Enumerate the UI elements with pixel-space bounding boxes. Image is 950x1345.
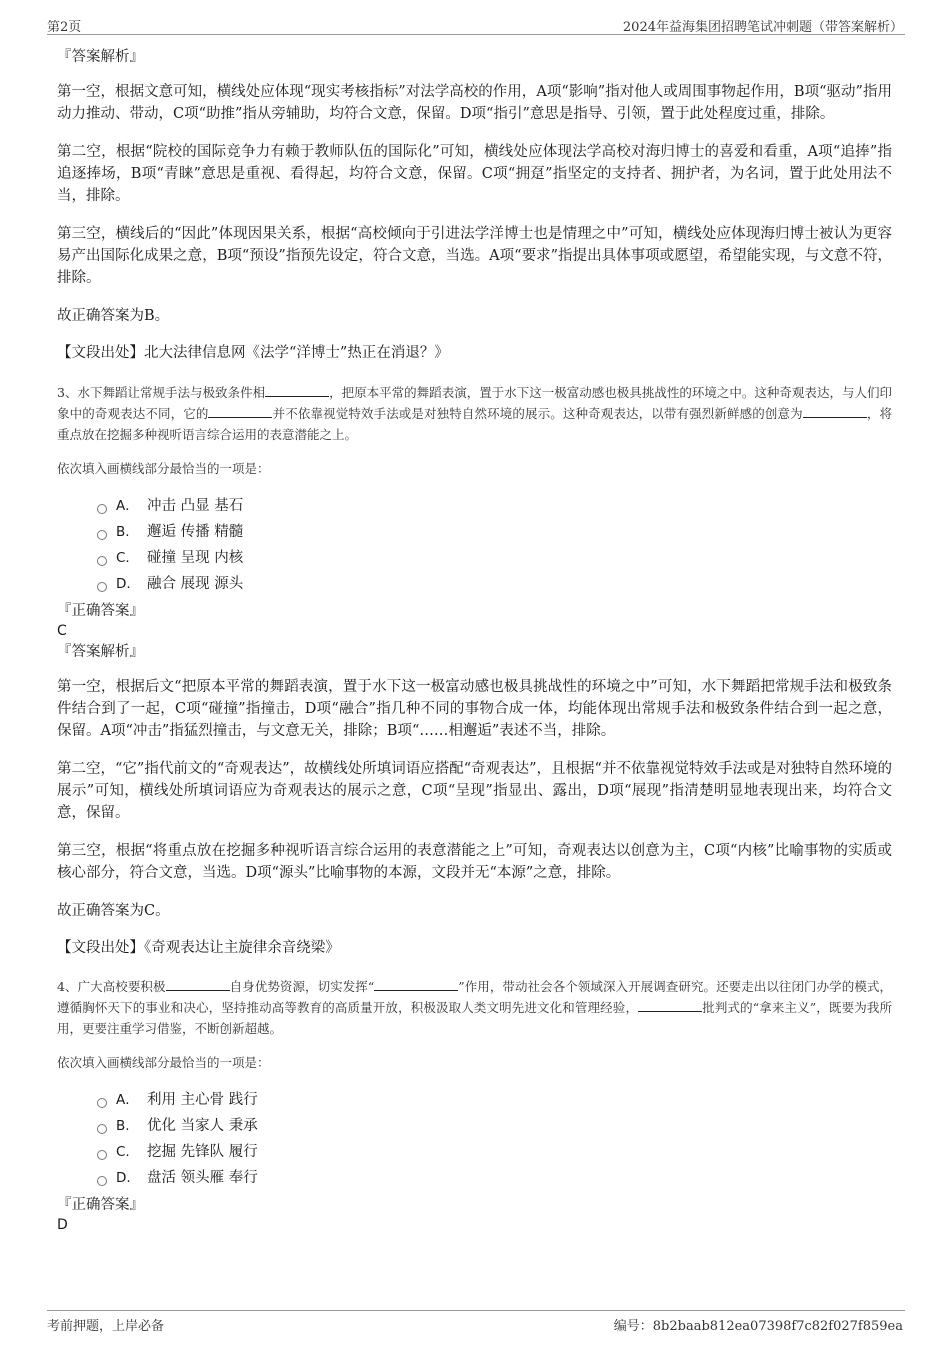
radio-icon[interactable] [97, 556, 107, 566]
blank-2 [374, 977, 458, 991]
page-number: 第2页 [47, 20, 82, 35]
radio-icon[interactable] [97, 530, 107, 540]
q4-answer-label: 『正确答案』 [57, 1197, 144, 1213]
q3-analysis-para2: 第二空，“它”指代前文的“奇观表达”，故横线处所填词语应搭配“奇观表达”，且根据“并不依靠视觉特效手法或是对独特自然环境的展示”可知，横线处所填词语应为奇观表达的展示之意，C项“呈现”指显出、露出，D项“展现”指清楚明显地表现出来，均符合文意，保留。 [57, 761, 892, 821]
radio-icon[interactable] [97, 1150, 107, 1160]
q3-analysis-para1: 第一空，根据后文“把原本平常的舞蹈表演，置于水下这一极富动感也极具挑战性的环境之中”可知，水下舞蹈把常规手法和极致条件结合到了一起，C项“碰撞”指撞击，D项“融合”指几种不同的事物合成一体，均能体现出常规手法和极致条件结合到一起之意，保留。A项“冲击”指猛烈撞击，与文意无关，排除；B项“……相邂逅”表述不当，排除。 [57, 679, 892, 739]
q4-answer: D [57, 1217, 68, 1233]
page-footer [47, 1310, 905, 1333]
blank-3 [638, 998, 702, 1012]
q4-options [97, 1087, 892, 1191]
q2-conclusion: 故正确答案为B。 [57, 308, 170, 324]
q4-prompt: 依次填入画横线部分最恰当的一项是： [57, 1055, 270, 1070]
q4-option-c[interactable]: C. 挖掘 先锋队 履行 [97, 1139, 892, 1165]
q3-answer-label: 『正确答案』 [57, 603, 144, 619]
document-title: 2024年益海集团招聘笔试冲刺题（带答案解析） [622, 20, 903, 35]
radio-icon[interactable] [97, 582, 107, 592]
q3-answer: C [57, 623, 67, 639]
q2-source: 【文段出处】北大法律信息网《法学“洋博士”热正在消退？》 [57, 345, 449, 361]
q3-conclusion: 故正确答案为C。 [57, 903, 170, 919]
blank-1 [265, 383, 329, 397]
q4-option-a[interactable]: A． 利用 主心骨 践行 [97, 1087, 892, 1113]
q2-analysis-label: 『答案解析』 [57, 49, 144, 65]
q4-stem: 4、广大高校要积极 自身优势资源，切实发挥“ ”作用，带动社会各个领域深入开展调查研究。还要走出以往闭门办学的模式，遵循胸怀天下的事业和决心，坚持推动高等教育的高质量开放，积极汲取人类文明先进文化和管理经验， 批判式的“拿来主义”，既要为我所用，更要注重学习借鉴，不断创新超越。 [57, 979, 892, 1036]
footer-slogan: 考前押题，上岸必备 [47, 1319, 165, 1334]
q2-analysis-para2: 第二空，根据“院校的国际竞争力有赖于教师队伍的国际化”可知，横线处应体现法学高校对海归博士的喜爱和看重，A项“追捧”指追逐捧场，B项“青睐”意思是重视、看得起，均符合文意，保留。C项“拥趸”指坚定的支持者、拥护者，为名词，置于此处用法不当，排除。 [57, 144, 892, 204]
q3-option-b[interactable]: B. 邂逅 传播 精髓 [97, 519, 892, 545]
blank-2 [208, 404, 272, 418]
document-code: 编号：8b2baab812ea07398f7c82f027f859ea [613, 1319, 903, 1334]
q2-analysis-para1: 第一空，根据文意可知，横线处应体现“现实考核指标”对法学高校的作用，A项“影响”指对他人或周围事物起作用，B项“驱动”指用动力推动、带动，C项“助推”指从旁辅助，均符合文意，保留。D项“指引”意思是指导、引领，置于此处程度过重，排除。 [57, 84, 892, 122]
q3-stem: 3、水下舞蹈让常规手法与极致条件相 ，把原本平常的舞蹈表演，置于水下这一极富动感也极具挑战性的环境之中。这种奇观表达，与人们印象中的奇观表达不同，它的 并不依靠视觉特效手法或是对独特自然环境的展示。这种奇观表达，以带有强烈新鲜感的创意为 ，将重点放在挖掘多种视听语言综合运用的表意潜能之上。 [57, 385, 892, 442]
q3-options [97, 493, 892, 597]
radio-icon[interactable] [97, 1098, 107, 1108]
q3-analysis-para3: 第三空，根据“将重点放在挖掘多种视听语言综合运用的表意潜能之上”可知，奇观表达以创意为主，C项“内核”比喻事物的实质或核心部分，符合文意，当选。D项“源头”比喻事物的本源，文段并无“本源”之意，排除。 [57, 843, 892, 881]
radio-icon[interactable] [97, 1124, 107, 1134]
page-content [57, 44, 892, 1235]
page-header [47, 14, 905, 35]
q2-analysis-para3: 第三空，横线后的“因此”体现因果关系，根据“高校倾向于引进法学洋博士也是情理之中”可知，横线处应体现海归博士被认为更容易产出国际化成果之意，B项“预设”指预先设定，符合文意，当选。A项“要求”指提出具体事项或愿望，希望能实现，与文意不符，排除。 [57, 226, 892, 286]
q3-source: 【文段出处】《奇观表达让主旋律余音绕梁》 [57, 940, 340, 956]
q3-analysis-label: 『答案解析』 [57, 644, 144, 660]
q3-option-c[interactable]: C. 碰撞 呈现 内核 [97, 545, 892, 571]
q4-option-d[interactable]: D. 盘活 领头雁 奉行 [97, 1165, 892, 1191]
q4-option-b[interactable]: B. 优化 当家人 秉承 [97, 1113, 892, 1139]
q3-prompt: 依次填入画横线部分最恰当的一项是： [57, 461, 270, 476]
q3-option-a[interactable]: A． 冲击 凸显 基石 [97, 493, 892, 519]
q3-option-d[interactable]: D. 融合 展现 源头 [97, 571, 892, 597]
radio-icon[interactable] [97, 504, 107, 514]
blank-3 [803, 404, 867, 418]
radio-icon[interactable] [97, 1176, 107, 1186]
blank-1 [166, 977, 230, 991]
